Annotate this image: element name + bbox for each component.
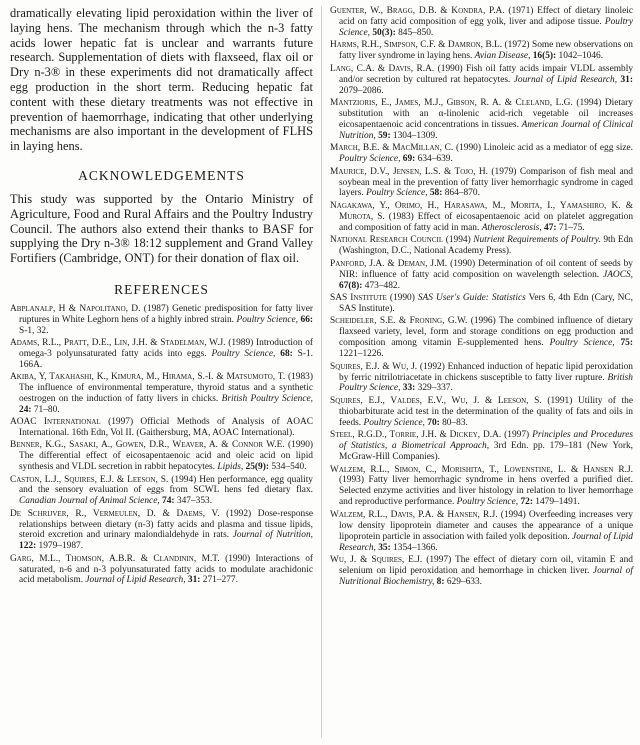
reference-volume: 35: [375, 542, 391, 553]
reference-entry [10, 304, 313, 337]
reference-journal: Atherosclerosis, [481, 222, 542, 233]
reference-volume: 8: [434, 576, 445, 587]
reference-journal: Poultry Science, [456, 497, 519, 508]
reference-pages: 71–75. [556, 222, 585, 233]
reference-entry [330, 64, 633, 97]
reference-text: (1990) Determination of oil content of seeds by NIR: influence of fatty acid composition on wavelength selection. [339, 258, 633, 280]
reference-authors: Nagakawa, Y., Orimo, H., Harasawa, M., Morita, I., Yamashiro, K. & Murota, S. [330, 200, 633, 222]
reference-text: (1994) Dietary substitution with an α-linolenic acid-rich vegetable oil increases eicosapentaenoic acid concentrations in tissues. [339, 98, 633, 130]
reference-text: (1991) Utility of the thiobarbiturate acid test in the determination of the quality of fats and oils in feeds. [339, 395, 633, 428]
reference-entry [10, 554, 313, 587]
reference-volume: 31: [185, 575, 201, 586]
reference-pages: 1221–1226. [339, 349, 384, 360]
right-column [330, 6, 633, 589]
reference-pages: 473–482. [362, 280, 400, 291]
reference-text: (1997) The effect of dietary corn oil, vitamin E and selenium on lipid peroxidation and hemorrhage in chicken liver. [339, 555, 633, 576]
reference-entry [10, 440, 313, 473]
ack-paragraph: This study was supported by the Ontario Ministry of Agriculture, Food and Rural Affairs and the Poultry Industry Council. The authors also extend their thanks to BASF for supplying the Dry n-3® 18:12 supplement and Grand Valley Fortifiers (Cambridge, ONT) for their donation of flax oil. [10, 191, 313, 266]
reference-entry [330, 143, 633, 165]
reference-entry [330, 259, 633, 292]
reference-volume: 67(8): [339, 280, 363, 291]
reference-journal: Poultry Science, [366, 188, 428, 199]
reference-text: (1990) [386, 293, 418, 303]
reference-pages: 1354–1366. [390, 542, 438, 553]
reference-pages: 634–639. [415, 154, 453, 165]
reference-pages: 1979–1987. [36, 541, 84, 552]
reference-journal: Journal of Nutrition, [232, 530, 313, 541]
reference-text: (1979) Comparison of fish meal and soybean meal in the prevention of fatty liver hemorrhagic syndrome in caged layers. [339, 166, 633, 199]
reference-journal: Journal of Lipid Research, [85, 575, 186, 586]
reference-entry [330, 396, 633, 429]
left-column [10, 6, 313, 588]
reference-authors: Benner, K.G., Sasaki, A., Gowen, D.R., Weaver, A. & Connor W.E. [10, 440, 285, 451]
reference-journal: Principles and Procedures of Statistics, a Biometrical Approach, [339, 430, 634, 452]
reference-journal: British Poultry Science, [221, 393, 314, 404]
reference-text: (1983) The influence of environmental temperature, thyroid status and a synthetic oestrogen on the induction of fatty livers in chicks. [19, 372, 313, 404]
reference-pages: 864–870. [442, 188, 480, 199]
reference-text: (1990) Interactions of saturated, n-6 and n-3 polyunsaturated fatty acids to modulate arachidonic acid metabolism. [19, 553, 313, 586]
reference-journal: Poultry Science, [211, 348, 276, 359]
reference-volume: 69: [400, 154, 416, 165]
reference-authors: Garg, M.L., Thomson, A.B.R. & Clandinin, M.T. [10, 553, 220, 564]
reference-volume: 25(9): [243, 462, 269, 473]
reference-volume: 70: [424, 417, 440, 428]
reference-authors: Adams, R.L., Pratt, D.E., Lin, J.H. & Stadelman, W.J. [10, 338, 226, 349]
body-paragraph: dramatically elevating lipid peroxidation within the liver of laying hens. The mechanism through which the n-3 fatty acids lower hepatic fat is unclear and warrants future research. Supplementation of diets with flaxseed, flax oil or Dry n-3® in these experiments did not dramatically affect egg production in the short term. Reducing hepatic fat content with these dietary treatments was not effective in prevention of haemorrhage, indicating that other underlying mechanisms are also important in the development of FLHS in laying hens. [10, 6, 313, 154]
reference-journal: Poultry Science, [363, 417, 425, 428]
reference-pages: S-1. 166A. [19, 348, 314, 370]
reference-entry [10, 417, 313, 439]
reference-text: (1972) Some new observations on fatty liver syndrome in laying hens. [339, 40, 633, 62]
reference-journal: JAOCS, [603, 269, 633, 280]
reference-pages: 1479–1491. [532, 497, 580, 508]
reference-journal: Canadian Journal of Animal Science, [19, 496, 160, 507]
reference-journal: Journal of Nutritional Biochemistry, [339, 565, 633, 587]
reference-pages: 1042–1046. [556, 51, 604, 62]
reference-pages: S-1, 32. [19, 325, 49, 336]
reference-pages: Vers 6, 4th Edn (Cary, NC, SAS Institute). [339, 293, 633, 314]
reference-journal: Poultry Science, [339, 16, 633, 38]
reference-entry [330, 362, 633, 395]
reference-authors: Harms, R.H., Simpson, C.F. & Damron, B.L. [330, 40, 503, 51]
reference-authors: AOAC International [10, 417, 101, 428]
reference-authors: Guenter, W., Bragg, D.B. & Kondra, P.A. [330, 6, 505, 16]
reference-authors: Caston, L.J., Squires, E.J. & Leeson, S. [10, 474, 169, 485]
reference-authors: Panford, J.A. & Deman, J.M. [330, 258, 448, 269]
reference-text: (1994) [443, 235, 474, 246]
reference-text: (1983) Effect of eicosapentaenoic acid on platelet aggregation and composition of fatty acid in man. [339, 211, 634, 233]
reference-text: (1993) Fatty liver hemorrhagic syndrome in hens overfed a purified diet. Selected enzyme activities and liver histology in relation to liver hemorrhage and reproductive performance. [339, 475, 633, 508]
acknowledgements-heading: ACKNOWLEDGEMENTS [78, 167, 245, 183]
reference-authors: Walzem, R.L., Davis, P.A. & Hansen, R.J. [330, 509, 498, 520]
reference-pages: 3rd Edn. pp. 179–181 (New York, McGraw-Hill Companies). [339, 441, 633, 463]
reference-authors: Maurice, D.V., Jensen, L.S. & Tojo, H. [330, 166, 488, 177]
reference-volume: 58: [427, 188, 443, 199]
reference-pages: 845–850. [395, 27, 434, 38]
reference-volume: 50(3): [369, 27, 396, 38]
reference-authors: Mantzioris, E., James, M.J., Gibson, R. A. & Cleland, L.G. [330, 98, 573, 109]
reference-entry [330, 167, 633, 200]
reference-pages: 2079–2086. [339, 85, 384, 96]
reference-journal: Poultry Science, [549, 338, 615, 349]
reference-pages: 534–540. [268, 462, 307, 473]
reference-entry [330, 40, 633, 62]
reference-journal: British Poultry Science, [339, 372, 633, 394]
reference-entry [330, 510, 633, 554]
reference-text: (1992) Dose-response relationships between dietary (n-3) fatty acids and plasma and tissue lipids, steroid excretion and urinary malondialdehyde in rats. [19, 508, 314, 541]
reference-entry [330, 235, 633, 257]
reference-journal: Journal of Lipid Research, [513, 74, 618, 85]
reference-volume: 33: [400, 383, 416, 394]
reference-entry [330, 465, 633, 509]
reference-pages: 271–277. [200, 575, 238, 586]
reference-authors: Lang, C.A. & Davis, R.A. [330, 63, 435, 74]
reference-authors: Walzem, R.L., Simon, C., Morishita, T., Lowenstine, L. & Hansen R.J. [330, 464, 633, 475]
reference-text: (1987) Genetic predisposition for fatty liver ruptures in White Leghorn hens of a highly inbred strain. [19, 303, 313, 325]
reference-entry [330, 430, 633, 463]
reference-authors: National Research Council [330, 235, 444, 246]
column-divider [321, 6, 322, 738]
reference-entry [10, 475, 313, 508]
reference-journal: Poultry Science, [339, 154, 401, 165]
reference-text: (1994) Hen performance, egg quality and the sensory evaluation of eggs from SCWL hens fed dietary flax. [19, 474, 313, 496]
reference-authors: Squires, E.J. & Wu, J. [330, 361, 418, 372]
reference-volume: 68: [275, 348, 293, 359]
reference-journal: Journal of Lipid Research, [339, 531, 633, 553]
reference-journal: SAS User's Guide: Statistics [417, 293, 526, 303]
discussion-text [10, 6, 313, 154]
reference-pages: 71–80. [31, 404, 60, 415]
reference-entry [330, 6, 633, 39]
reference-pages: 80–83. [439, 417, 468, 428]
reference-text: (1994) Overfeeding increases very low density lipoprotein diameter and causes the appearance of a unique lipoprotein particle in association with failed yolk deposition. [339, 509, 633, 542]
reference-volume: 47: [541, 222, 557, 233]
reference-authors: Abplanalp, H & Napolitano, D. [10, 303, 141, 314]
reference-entry [330, 98, 633, 142]
reference-authors: March, B.E. & MacMillan, C. [330, 143, 454, 154]
reference-authors: Akiba, Y, Takahashi, K., Kimura, M., Hirama, S.-I. & Matsumoto, T. [10, 372, 286, 383]
reference-pages: 347–353. [174, 496, 213, 507]
reference-volume: 59: [375, 130, 391, 141]
reference-volume: 66: [298, 314, 313, 325]
reference-volume: 72: [518, 497, 533, 508]
reference-text: (1992) Enhanced induction of hepatic lipid peroxidation by ferric nitrilotriacetate in chickens susceptible to fatty liver rupture. [339, 361, 633, 383]
reference-authors: De Schrijver, R., Vermeulen, D. & Daems, V. [10, 508, 220, 519]
reference-text: (1997) Official Methods of Analysis of AOAC International. 16th Edn, Vol II. (Gaithersburg, MA, AOAC International). [19, 417, 313, 439]
references-heading: REFERENCES [114, 281, 209, 297]
references-list-left [10, 304, 313, 586]
acknowledgements-text [10, 192, 313, 266]
reference-text: (1990) Linoleic acid as a mediator of egg size. [453, 143, 634, 154]
reference-authors: Steel, R.G.D., Torrie, J.H. & Dickey, D.A. [330, 430, 502, 441]
reference-text: (1996) The combined influence of dietary flaxseed variety, level, form and storage conditions on egg production and composition among vitamin E-supplemented hens. [339, 316, 633, 349]
reference-volume: 24: [19, 404, 32, 415]
reference-entry [10, 372, 313, 416]
reference-journal: Lipids, [217, 462, 244, 473]
reference-text: (1990) Fish oil fatty acids impair VLDL assembly and/or secretion by cultured rat hepatocytes. [339, 63, 634, 85]
reference-pages: 9th Edn (Washington, D.C., National Academy Press). [339, 235, 633, 257]
reference-authors: Squires, E.J., Valdes, E.V., Wu, J. & Leeson, S. [330, 395, 542, 406]
reference-text: (1997) [501, 430, 533, 441]
reference-journal: Nutrient Requirements of Poultry. [473, 235, 601, 246]
reference-volume: 74: [159, 496, 175, 507]
reference-pages: 629–633. [444, 576, 482, 587]
reference-authors: Scheideler, S.E. & Froning, G.W. [330, 316, 468, 327]
reference-text: (1971) Effect of dietary linoleic acid on fatty acid composition of egg yolk, liver and adipose tissue. [339, 6, 633, 27]
reference-volume: 122: [19, 541, 37, 552]
reference-journal: American Journal of Clinical Nutrition, [339, 119, 633, 141]
reference-entry [330, 316, 633, 360]
reference-entry [330, 201, 633, 234]
reference-pages: 329–337. [415, 383, 453, 394]
reference-text: (1990) The differential effect of eicosapentaenoic acid and oleic acid on lipid synthesis and VLDL secretion in rabbit hepatocytes. [19, 440, 314, 473]
reference-entry [10, 509, 313, 553]
reference-text: (1989) Introduction of omega-3 polyunsaturated fatty acids into eggs. [19, 338, 313, 359]
reference-volume: 75: [614, 338, 633, 349]
reference-authors: SAS Institute [330, 293, 387, 303]
reference-journal: Avian Disease, [474, 51, 531, 62]
reference-journal: Poultry Science, [236, 314, 299, 325]
reference-authors: Wu, J. & Squires, E.J. [330, 555, 423, 565]
reference-volume: 16(5): [530, 51, 557, 62]
reference-entry [330, 555, 633, 588]
reference-entry [330, 293, 633, 315]
reference-entry [10, 338, 313, 371]
references-list-right [330, 6, 633, 588]
reference-volume: 31: [617, 74, 633, 85]
reference-pages: 1304–1309. [390, 130, 438, 141]
